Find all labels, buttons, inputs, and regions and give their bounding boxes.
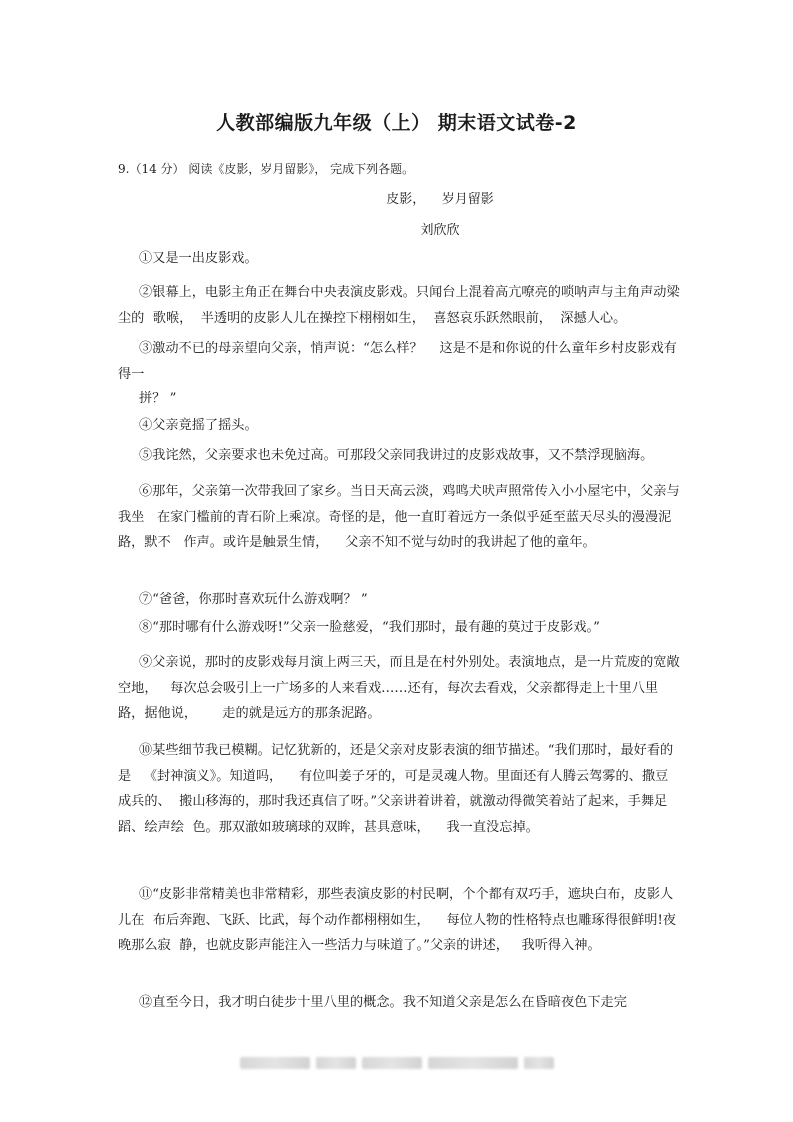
blur-segment xyxy=(316,1057,356,1069)
article-author: 刘欣欣 xyxy=(420,223,460,238)
article-title: 皮影， 岁月留影 xyxy=(386,192,494,207)
paragraph-5: ⑤我诧然，父亲要求也未免过高。可那段父亲同我讲过的皮影戏故事，又不禁浮现脑海。 xyxy=(139,448,654,463)
paragraph-11 xyxy=(118,882,680,959)
question-prompt: 9.（14 分） 阅读《皮影，岁月留影》， 完成下列各题。 xyxy=(118,162,415,176)
paragraph-9-text: ⑨父亲说，那时的皮影戏每月演上两三天，而且是在村外别处。表演地点，是一片荒废的宽敞空地， 每次总会吸引上一广场多的人来看戏……还有，每次去看戏，父亲都得走上十里八里路，据他说， 走的就是远方的那条泥路。 xyxy=(118,655,680,721)
paragraph-10 xyxy=(118,738,680,840)
paragraph-10-text: ⑩某些细节我已模糊。记忆犹新的，还是父亲对皮影表演的细节描述。“我们那时，最好看的是 《封神演义》。知道吗， 有位叫姜子牙的，可是灵魂人物。里面还有人腾云驾雾的、撒豆成兵的、 搬山移海的，那时我还真信了呀。”父亲讲着讲着，就激动得微笑着站了起来，手舞足蹈、绘声绘 色。那双澈如玻璃球的双眸，甚具意味， 我一直没忘掉。 xyxy=(118,743,674,835)
blur-segment xyxy=(428,1057,518,1069)
paragraph-2 xyxy=(118,280,680,331)
paragraph-12: ⑫直至今日，我才明白徒步十里八里的概念。我不知道父亲是怎么在昏暗夜色下走完 xyxy=(139,995,627,1010)
paragraph-4: ④父亲竟摇了摇头。 xyxy=(139,418,258,433)
paragraph-3 xyxy=(118,336,680,387)
paragraph-3-continued: 拼？ ” xyxy=(139,391,177,406)
paragraph-7: ⑦“爸爸，你那时喜欢玩什么游戏啊？ ” xyxy=(139,592,368,607)
paragraph-1: ①又是一出皮影戏。 xyxy=(139,251,258,266)
blurred-footer-watermark xyxy=(240,1056,556,1070)
blur-segment xyxy=(524,1057,554,1069)
paragraph-9 xyxy=(118,650,680,727)
paragraph-6-text: ⑥那年，父亲第一次带我回了家乡。当日天高云淡，鸡鸣犬吠声照常传入小小屋宅中，父亲与我坐 在家门槛前的青石阶上乘凉。奇怪的是，他一直盯着远方一条似乎延至蓝天尽头的漫漫泥路，默不 作声。或许是触景生情， 父亲不知不觉与幼时的我讲起了他的童年。 xyxy=(118,484,680,550)
paragraph-11-text: ⑪“皮影非常精美也非常精彩，那些表演皮影的村民啊，个个都有双巧手，遮块白布，皮影人儿在 布后奔跑、飞跃、比武，每个动作都栩栩如生， 每位人物的性格特点也雕琢得很鲜明!夜晚那么寂 静，也就皮影声能注入一些活力与味道了。”父亲的讲述， 我听得入神。 xyxy=(118,887,676,953)
paragraph-2-text: ②银幕上，电影主角正在舞台中央表演皮影戏。只闻台上混着高亢嘹亮的唢呐声与主角声动梁尘的 歌喉， 半透明的皮影人儿在操控下栩栩如生， 喜怒哀乐跃然眼前， 深撼人心。 xyxy=(118,285,680,326)
paragraph-8: ⑧“那时哪有什么游戏呀!”父亲一脸慈爱，“我们那时，最有趣的莫过于皮影戏。” xyxy=(139,620,600,635)
blur-segment xyxy=(240,1057,310,1069)
paragraph-3-text: ③激动不已的母亲望向父亲，悄声说：“怎么样？ 这是不是和你说的什么童年乡村皮影戏有得一 xyxy=(118,341,677,382)
paragraph-6 xyxy=(118,479,680,556)
blur-segment xyxy=(362,1057,422,1069)
document-title: 人教部编版九年级（上） 期末语文试卷-2 xyxy=(216,112,577,134)
